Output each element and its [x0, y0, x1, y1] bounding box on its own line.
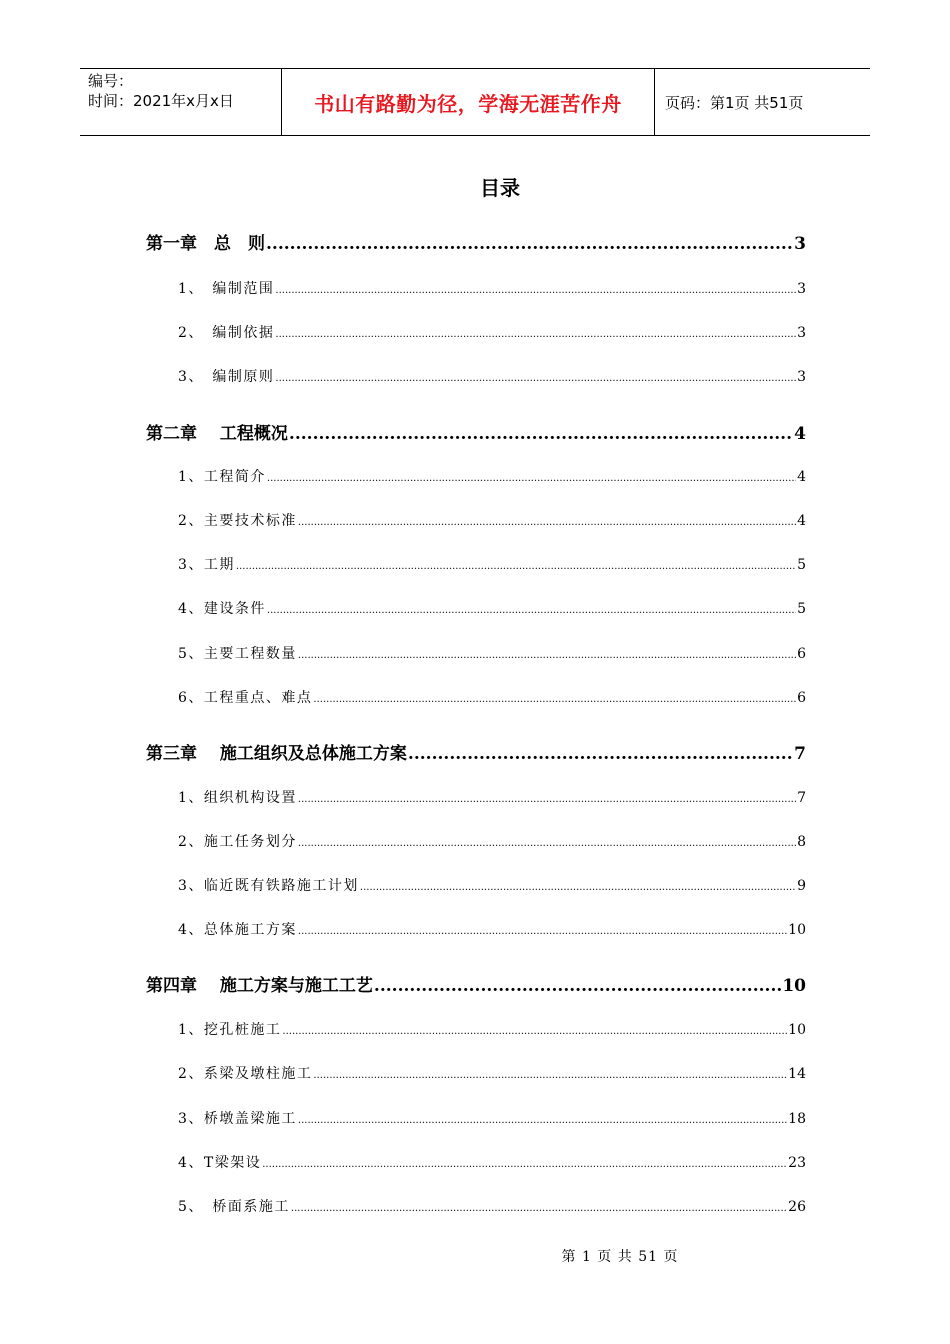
toc-leader-dots [267, 473, 796, 484]
header-time-label: 时间：2021年x月x日 [88, 92, 234, 110]
toc-entry-section[interactable] [178, 322, 806, 342]
toc-entry-page: 7 [794, 744, 806, 764]
toc-entry-label: 1、组织机构设置 [178, 790, 297, 806]
header-number-label: 编号： [88, 72, 134, 90]
toc-entry-label: 2、主要技术标准 [178, 513, 297, 529]
toc-entry-section[interactable] [178, 1063, 806, 1083]
toc-leader-dots [291, 1203, 787, 1214]
toc-entry-label: 2、 编制依据 [178, 325, 275, 341]
toc-entry-label: 3、临近既有铁路施工计划 [178, 878, 359, 894]
toc-entry-section[interactable] [178, 787, 806, 807]
toc-entry-page: 3 [797, 325, 806, 341]
toc-title: 目录 [480, 176, 520, 200]
toc-leader-dots [298, 838, 796, 849]
toc-leader-dots [275, 285, 796, 296]
toc-entry-page: 14 [788, 1066, 806, 1082]
toc-leader-dots [408, 744, 793, 764]
page-footer: 第 1 页 共 51 页 [561, 1249, 679, 1265]
toc-entry-page: 5 [797, 601, 806, 617]
toc-entry-page: 7 [797, 790, 806, 806]
toc-leader-dots [267, 605, 796, 616]
toc-entry-label: 第一章 总 则 [146, 234, 265, 254]
toc-leader-dots [298, 926, 787, 937]
toc-entry-page: 3 [797, 281, 806, 297]
toc-entry-section[interactable] [178, 466, 806, 486]
toc-entry-page: 8 [797, 834, 806, 850]
toc-entry-page: 5 [797, 557, 806, 573]
toc-leader-dots [360, 882, 796, 893]
header-meta-cell [80, 69, 282, 135]
toc-entry-page: 10 [788, 922, 806, 938]
toc-entry-section[interactable] [178, 643, 806, 663]
toc-entry-page: 3 [794, 234, 806, 254]
toc-entry-section[interactable] [178, 1108, 806, 1128]
toc-entry-section[interactable] [178, 554, 806, 574]
toc-entry-label: 3、工期 [178, 557, 235, 573]
toc-leader-dots [275, 373, 796, 384]
toc-entry-section[interactable] [178, 919, 806, 939]
toc-entry-label: 6、工程重点、难点 [178, 690, 313, 706]
toc-entry-section[interactable] [178, 598, 806, 618]
toc-entry-section[interactable] [178, 278, 806, 298]
toc-entry-page: 4 [797, 469, 806, 485]
toc-entry-label: 2、施工任务划分 [178, 834, 297, 850]
toc-entry-section[interactable] [178, 1196, 806, 1216]
toc-entry-page: 23 [788, 1155, 806, 1171]
toc-entry-page: 10 [782, 976, 806, 996]
toc-entry-section[interactable] [178, 1152, 806, 1172]
toc-leader-dots [289, 424, 793, 444]
toc-entry-label: 1、 编制范围 [178, 281, 275, 297]
toc-leader-dots [298, 517, 796, 528]
toc-leader-dots [262, 1159, 787, 1170]
toc-entry-label: 3、桥墩盖梁施工 [178, 1111, 297, 1127]
toc-entry-label: 3、 编制原则 [178, 369, 275, 385]
toc-entry-chapter-1[interactable] [146, 229, 806, 254]
toc-entry-chapter-4[interactable] [146, 971, 806, 996]
toc-entry-page: 4 [797, 513, 806, 529]
toc-entry-label: 2、系梁及墩柱施工 [178, 1066, 313, 1082]
toc-entry-section[interactable] [178, 831, 806, 851]
toc-entry-section[interactable] [178, 875, 806, 895]
toc-leader-dots [374, 976, 781, 996]
toc-entry-page: 9 [797, 878, 806, 894]
toc-entry-label: 1、工程简介 [178, 469, 266, 485]
toc-entry-page: 6 [797, 646, 806, 662]
toc-entry-label: 4、建设条件 [178, 601, 266, 617]
toc-leader-dots [313, 1070, 787, 1081]
toc-entry-page: 18 [788, 1111, 806, 1127]
header-page-info: 页码：第1页 共51页 [665, 93, 804, 112]
toc-leader-dots [275, 329, 796, 340]
toc-entry-section[interactable] [178, 687, 806, 707]
toc-entry-label: 5、主要工程数量 [178, 646, 297, 662]
toc-leader-dots [236, 561, 796, 572]
toc-entry-label: 5、 桥面系施工 [178, 1199, 290, 1215]
toc-leader-dots [313, 694, 796, 705]
toc-entry-label: 4、总体施工方案 [178, 922, 297, 938]
toc-entry-page: 3 [797, 369, 806, 385]
page-header [80, 68, 870, 136]
toc-entry-page: 4 [794, 424, 806, 444]
toc-entry-label: 第四章 施工方案与施工工艺 [146, 976, 373, 996]
toc-entry-label: 4、T梁架设 [178, 1155, 262, 1171]
toc-entry-label: 第二章 工程概况 [146, 424, 288, 444]
toc-entry-chapter-2[interactable] [146, 419, 806, 444]
toc-entry-page: 26 [788, 1199, 806, 1215]
toc-entry-section[interactable] [178, 366, 806, 386]
toc-leader-dots [298, 794, 796, 805]
toc-entry-page: 6 [797, 690, 806, 706]
toc-leader-dots [266, 234, 793, 254]
header-motto: 书山有路勤为径，学海无涯苦作舟 [282, 69, 655, 135]
toc-entry-page: 10 [788, 1022, 806, 1038]
toc-entry-section[interactable] [178, 1019, 806, 1039]
toc-leader-dots [282, 1026, 787, 1037]
toc-leader-dots [298, 1115, 787, 1126]
toc-entry-label: 第三章 施工组织及总体施工方案 [146, 744, 407, 764]
toc-leader-dots [298, 650, 796, 661]
toc-entry-section[interactable] [178, 510, 806, 530]
toc-entry-label: 1、挖孔桩施工 [178, 1022, 282, 1038]
toc-entry-chapter-3[interactable] [146, 739, 806, 764]
